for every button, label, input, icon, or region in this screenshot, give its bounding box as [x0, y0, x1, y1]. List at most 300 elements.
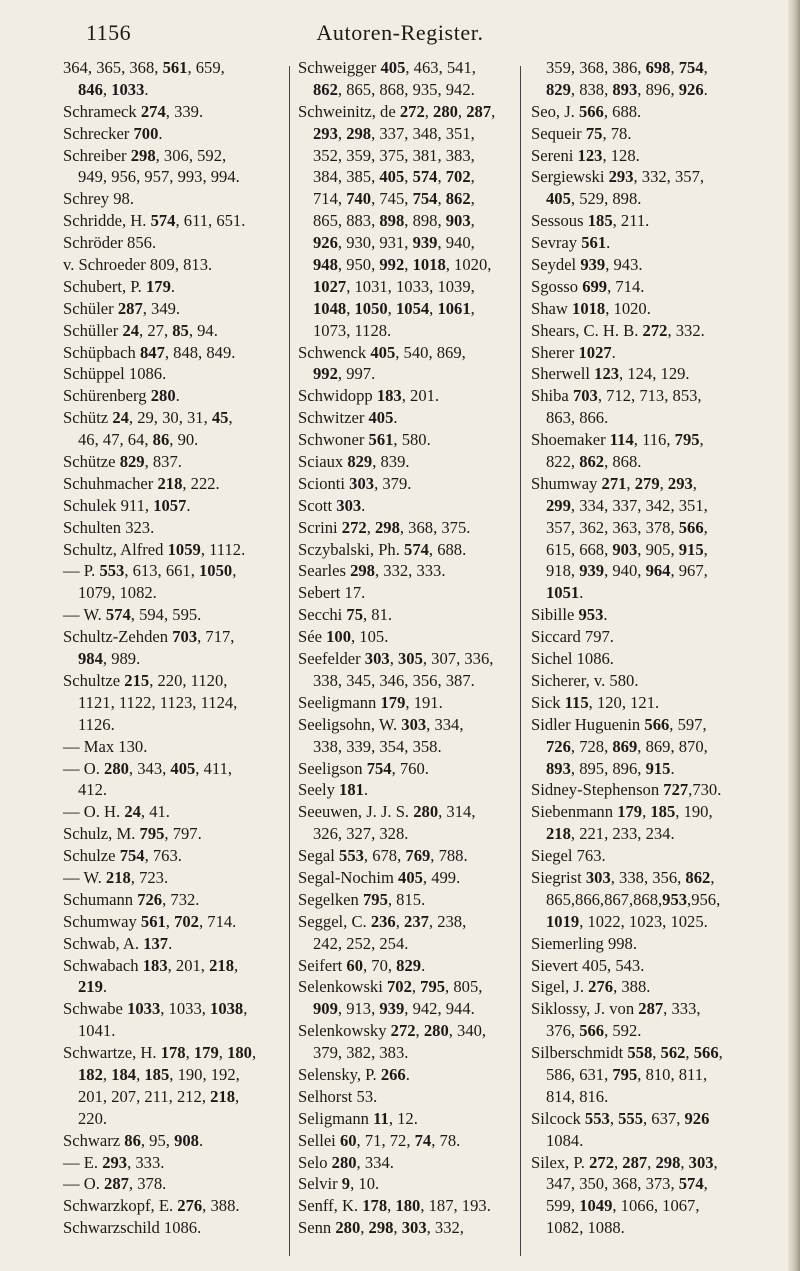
- index-entry: [298, 1217, 510, 1239]
- page-ref-bold: 754: [678, 58, 704, 77]
- page-ref-bold: 274: [140, 101, 166, 121]
- entry-text: ,: [642, 802, 651, 822]
- entry-text: 814, 816.: [546, 1086, 609, 1106]
- entry-text: , 728,: [570, 736, 613, 756]
- index-entry-continuation: [531, 539, 751, 561]
- page-ref-bold: 60: [346, 955, 363, 975]
- page-ref-bold: 180: [395, 1196, 421, 1216]
- entry-text: , 332,: [426, 1218, 464, 1238]
- index-entry: [531, 385, 751, 407]
- entry-text: Siegel 763.: [531, 846, 606, 866]
- entry-text: 586, 631,: [546, 1064, 613, 1084]
- entry-text: , 760.: [391, 758, 429, 778]
- page-ref-bold: 237: [404, 911, 429, 931]
- index-entry: [63, 298, 278, 320]
- index-entry: [63, 385, 278, 407]
- page-ref-bold: 566: [678, 517, 704, 537]
- page-ref-bold: 405: [546, 189, 571, 209]
- entry-text: Shaw: [531, 298, 573, 318]
- entry-text: ,: [659, 473, 668, 493]
- index-entry: [63, 801, 278, 823]
- entry-text: , 334.: [356, 1152, 394, 1172]
- entry-text: ,: [652, 1043, 661, 1063]
- entry-text: Senff, K.: [298, 1196, 363, 1216]
- index-entry-continuation: [531, 407, 751, 429]
- page-ref-bold: 182: [78, 1064, 103, 1084]
- page-ref-bold: 293: [313, 123, 338, 143]
- index-entry: [531, 648, 751, 670]
- index-entry: [531, 867, 751, 889]
- page-ref-bold: 1033: [111, 79, 145, 99]
- entry-text: , 334,: [426, 714, 464, 734]
- page-ref-bold: 218: [210, 1086, 236, 1106]
- entry-text: Siklossy, J. von: [531, 999, 639, 1019]
- page-ref-bold: 953: [662, 889, 688, 909]
- entry-text: Schwarzkopf, E.: [63, 1196, 178, 1216]
- entry-text: Schweigger: [298, 58, 381, 77]
- entry-text: , 967,: [670, 561, 708, 581]
- index-entry: [531, 232, 751, 254]
- entry-text: , 332, 333.: [374, 561, 446, 581]
- index-entry: [531, 101, 751, 123]
- page-ref-bold: 769: [405, 846, 431, 866]
- page-ref-bold: 846: [78, 79, 103, 99]
- page-ref-bold: 829: [347, 452, 373, 472]
- entry-text: ,: [437, 189, 446, 209]
- entry-text: .: [102, 977, 108, 997]
- index-entry-continuation: [298, 670, 510, 692]
- page-ref-bold: 795: [612, 1064, 638, 1084]
- page-ref-bold: 566: [644, 714, 670, 734]
- page-ref-bold: 100: [326, 627, 351, 647]
- entry-text: Siegrist: [531, 867, 586, 887]
- page-ref-bold: 299: [546, 495, 571, 515]
- page-ref-bold: 298: [374, 517, 400, 537]
- entry-text: .: [393, 408, 398, 428]
- page-ref-bold: 893: [612, 79, 638, 99]
- page-ref-bold: 903: [612, 539, 638, 559]
- page-ref-bold: 272: [399, 101, 425, 121]
- entry-text: 384, 385,: [313, 167, 380, 187]
- entry-text: Selvir: [298, 1174, 342, 1194]
- entry-text: , 71, 72,: [356, 1130, 415, 1150]
- entry-text: v. Schroeder 809, 813.: [63, 255, 213, 275]
- running-title: Autoren-Register.: [316, 20, 484, 45]
- entry-text: , 222.: [182, 473, 220, 493]
- page-ref-bold: 123: [577, 145, 603, 165]
- entry-text: Sherwell: [531, 364, 595, 384]
- entry-text: , 463, 541,: [405, 58, 476, 77]
- page-ref-bold: 272: [341, 517, 367, 537]
- entry-text: , 27,: [139, 320, 173, 340]
- index-entry-continuation: [63, 1020, 278, 1042]
- entry-text: Shumway: [531, 473, 602, 493]
- entry-text: Senn: [298, 1218, 336, 1238]
- entry-text: , 1020,: [445, 255, 492, 275]
- index-entry: [63, 451, 278, 473]
- index-entry-continuation: [63, 429, 278, 451]
- index-entry: [63, 998, 278, 1020]
- index-entry: [298, 1130, 510, 1152]
- index-entry: [298, 539, 510, 561]
- page-ref-bold: 795: [362, 889, 388, 909]
- page-ref-bold: 700: [133, 123, 159, 143]
- page-ref-bold: 926: [313, 233, 338, 253]
- page-ref-bold: 215: [124, 670, 150, 690]
- entry-text: Sigel, J.: [531, 977, 589, 997]
- entry-text: — O. H.: [63, 802, 125, 822]
- entry-text: ,: [366, 517, 375, 537]
- index-entry: [298, 495, 510, 517]
- entry-text: , 332.: [667, 320, 705, 340]
- entry-text: Sick: [531, 692, 565, 712]
- index-entry-continuation: [531, 451, 751, 473]
- entry-text: , 950,: [337, 255, 380, 275]
- index-entry: [531, 779, 751, 801]
- index-entry-continuation: [531, 1086, 751, 1108]
- entry-text: , 368, 375.: [399, 517, 471, 537]
- entry-text: , 90.: [169, 430, 199, 450]
- entry-text: , 10.: [350, 1174, 380, 1194]
- page-ref-bold: 298: [350, 561, 375, 581]
- index-entry: [298, 385, 510, 407]
- index-entry: [63, 232, 278, 254]
- page-ref-bold: 280: [335, 1218, 361, 1238]
- entry-text: .: [168, 933, 173, 953]
- entry-text: — O.: [63, 1174, 105, 1194]
- page-ref-bold: 60: [339, 1130, 357, 1150]
- entry-text: Sée: [298, 627, 327, 647]
- entry-text: , 940,: [437, 233, 475, 253]
- page-ref-bold: 218: [209, 955, 234, 975]
- entry-text: , 839.: [372, 452, 410, 472]
- entry-text: Schweinitz, de: [298, 101, 400, 121]
- index-entry-continuation: [63, 166, 278, 188]
- entry-text: — E.: [63, 1152, 103, 1172]
- entry-text: , 838,: [570, 79, 613, 99]
- index-entry: [531, 254, 751, 276]
- entry-text: , 306, 592,: [155, 145, 227, 165]
- entry-text: ,: [251, 1043, 257, 1063]
- index-entry: [63, 101, 278, 123]
- entry-text: , 837.: [144, 452, 182, 472]
- index-entry: [63, 911, 278, 933]
- index-entry: [63, 1195, 278, 1217]
- page-ref-bold: 992: [379, 255, 405, 275]
- entry-text: , 116,: [633, 430, 675, 450]
- entry-text: ,: [703, 517, 708, 537]
- index-entry: [63, 823, 278, 845]
- page-ref-bold: 698: [645, 58, 671, 77]
- entry-text: , 220, 1120,: [149, 670, 228, 690]
- entry-text: , 221, 233, 234.: [570, 824, 675, 844]
- index-entry: [298, 517, 510, 539]
- page-ref-bold: 405: [370, 342, 396, 362]
- page-ref-bold: 703: [572, 386, 598, 406]
- entry-text: Selhorst 53.: [298, 1086, 378, 1106]
- page-ref-bold: 948: [313, 255, 338, 275]
- page-ref-bold: 179: [380, 692, 406, 712]
- entry-text: , 201.: [401, 386, 440, 406]
- entry-text: ,: [393, 1218, 402, 1238]
- entry-text: Schridde, H.: [63, 211, 151, 231]
- entry-text: ,: [429, 298, 438, 318]
- page-ref-bold: 1051: [546, 583, 580, 603]
- page-ref-bold: 405: [368, 408, 394, 428]
- entry-text: , 810, 811,: [637, 1064, 708, 1084]
- index-entry: [531, 473, 751, 495]
- entry-text: — W.: [63, 605, 106, 625]
- entry-text: 364, 365, 368,: [63, 58, 163, 77]
- index-entry: [298, 889, 510, 911]
- entry-text: ,: [165, 911, 175, 931]
- entry-text: Schulek 911,: [63, 495, 154, 515]
- entry-text: Schreiber: [63, 145, 131, 165]
- index-entry: [531, 801, 751, 823]
- entry-text: 599,: [546, 1196, 580, 1216]
- index-entry: [63, 867, 278, 889]
- index-entry: [298, 1020, 510, 1042]
- page-ref-bold: 405: [380, 58, 406, 77]
- entry-text: .: [144, 79, 149, 99]
- page-ref-bold: 562: [660, 1043, 686, 1063]
- entry-text: 338, 345, 346, 356, 387.: [313, 670, 475, 690]
- index-entry-continuation: [63, 779, 278, 801]
- entry-text: Schultze: [63, 670, 125, 690]
- index-entry-continuation: [63, 1086, 278, 1108]
- index-entry: [531, 998, 751, 1020]
- index-entry: [531, 145, 751, 167]
- page-ref-bold: 303: [585, 867, 611, 887]
- index-entry: [531, 1108, 751, 1130]
- entry-text: , 895, 896,: [570, 758, 646, 778]
- entry-text: ,: [415, 1021, 424, 1041]
- page-ref-bold: 939: [579, 561, 605, 581]
- page-ref-bold: 829: [119, 452, 145, 472]
- page-ref-bold: 566: [579, 1021, 605, 1041]
- index-entry-continuation: [531, 1173, 751, 1195]
- index-entry: [298, 1195, 510, 1217]
- entry-text: Schrey 98.: [63, 189, 134, 209]
- entry-text: , 865, 868, 935, 942.: [337, 79, 475, 99]
- entry-text: 412.: [78, 780, 108, 800]
- page-ref-bold: 561: [581, 233, 607, 253]
- page-ref-bold: 1038: [210, 999, 244, 1019]
- page-ref-bold: 926: [684, 1108, 710, 1128]
- entry-text: , 338, 356,: [610, 867, 686, 887]
- entry-text: 46, 47, 64,: [78, 430, 153, 450]
- page-ref-bold: 574: [105, 605, 131, 625]
- index-entry-continuation: [298, 1042, 510, 1064]
- index-entry: [298, 604, 510, 626]
- entry-text: 1041.: [78, 1021, 116, 1041]
- entry-text: Schwabe: [63, 999, 128, 1019]
- page-ref-bold: 1019: [546, 911, 580, 931]
- entry-text: 357, 362, 363, 378,: [546, 517, 679, 537]
- entry-text: ,: [102, 79, 112, 99]
- entry-text: Seo, J.: [531, 101, 579, 121]
- page-ref-bold: 939: [412, 233, 438, 253]
- index-entry: [531, 604, 751, 626]
- entry-text: 615, 668,: [546, 539, 613, 559]
- entry-text: Sessous: [531, 211, 588, 231]
- page-ref-bold: 24: [122, 320, 140, 340]
- page-ref-bold: 984: [78, 649, 103, 669]
- entry-text: Sereni: [531, 145, 578, 165]
- entry-text: 1079, 1082.: [78, 583, 157, 603]
- entry-text: , 805,: [445, 977, 483, 997]
- index-entry-continuation: [531, 1217, 751, 1239]
- page-ref-bold: 702: [445, 167, 471, 187]
- page-ref-bold: 847: [139, 342, 165, 362]
- entry-text: ,: [389, 649, 398, 669]
- column-divider: [289, 66, 290, 1256]
- page-ref-bold: 915: [645, 758, 671, 778]
- index-entry: [63, 758, 278, 780]
- index-entry-continuation: [298, 232, 510, 254]
- entry-text: 352, 359, 375, 381, 383,: [313, 145, 475, 165]
- index-entry: [531, 363, 751, 385]
- page-ref-bold: 1018: [572, 298, 606, 318]
- page-ref-bold: 727: [663, 780, 689, 800]
- page-ref-bold: 179: [617, 802, 643, 822]
- index-entry-continuation: [531, 1195, 751, 1217]
- page-ref-bold: 1049: [579, 1196, 613, 1216]
- entry-text: , 211.: [612, 211, 650, 231]
- entry-text: ,: [626, 473, 635, 493]
- page-ref-bold: 903: [445, 211, 471, 231]
- page-ref-bold: 561: [140, 911, 166, 931]
- index-entry: [63, 517, 278, 539]
- page-ref-bold: 829: [396, 955, 422, 975]
- page-ref-bold: 754: [366, 758, 392, 778]
- entry-text: .: [603, 605, 608, 625]
- page-ref-bold: 298: [130, 145, 156, 165]
- page-ref-bold: 893: [546, 758, 571, 778]
- index-entry-continuation: [63, 976, 278, 998]
- entry-text: Sequeir: [531, 123, 586, 143]
- entry-text: Schumann: [63, 889, 138, 909]
- page-ref-bold: 1050: [354, 298, 388, 318]
- entry-text: , 594, 595.: [130, 605, 202, 625]
- index-entry-continuation: [531, 823, 751, 845]
- page-ref-bold: 180: [227, 1043, 252, 1063]
- entry-text: , 989.: [102, 649, 141, 669]
- entry-text: Sczybalski, Ph.: [298, 539, 405, 559]
- entry-text: Schüpbach: [63, 342, 140, 362]
- page-ref-bold: 1054: [395, 298, 430, 318]
- entry-text: 1082, 1088.: [546, 1218, 625, 1238]
- page-ref-bold: 276: [177, 1196, 203, 1216]
- entry-text: ,: [424, 101, 434, 121]
- index-entry: [63, 145, 278, 167]
- entry-text: , 81.: [362, 605, 393, 625]
- entry-text: , 349.: [142, 298, 181, 318]
- entry-text: ,: [470, 211, 475, 231]
- page-ref-bold: 303: [364, 649, 390, 669]
- index-entry: [298, 714, 510, 736]
- entry-text: , 343,: [128, 758, 171, 778]
- page-ref-bold: 86: [152, 430, 170, 450]
- entry-text: ,: [243, 999, 248, 1019]
- entry-text: Shiba: [531, 386, 573, 406]
- index-entry-continuation: [531, 57, 751, 79]
- page-ref-bold: 829: [546, 79, 571, 99]
- index-entry: [298, 582, 510, 604]
- entry-text: Sicherer, v. 580.: [531, 670, 639, 690]
- entry-text: 1073, 1128.: [313, 320, 392, 340]
- entry-text: , 411,: [195, 758, 233, 778]
- entry-text: Schwidopp: [298, 386, 377, 406]
- entry-text: , 128.: [602, 145, 640, 165]
- entry-text: Sichel 1086.: [531, 649, 614, 669]
- entry-text: ,: [102, 1064, 112, 1084]
- index-entry: [531, 276, 751, 298]
- entry-text: ,: [647, 1152, 656, 1172]
- page-ref-bold: 862: [445, 189, 471, 209]
- entry-text: 865,866,867,868,: [546, 889, 663, 909]
- index-entry-continuation: [298, 736, 510, 758]
- entry-text: ,: [713, 1152, 718, 1172]
- entry-text: Seeligsohn, W.: [298, 714, 402, 734]
- entry-text: , 388.: [613, 977, 651, 997]
- index-entry: [63, 889, 278, 911]
- page-ref-bold: 218: [546, 824, 571, 844]
- page-ref-bold: 272: [390, 1021, 416, 1041]
- entry-text: Shears, C. H. B.: [531, 320, 643, 340]
- index-entry: [63, 276, 278, 298]
- index-entry: [298, 955, 510, 977]
- page-ref-bold: 574: [404, 539, 429, 559]
- index-entry: [298, 1086, 510, 1108]
- page-ref-bold: 1050: [199, 561, 233, 581]
- entry-text: ,: [470, 298, 475, 318]
- index-entry-continuation: [298, 188, 510, 210]
- page-ref-bold: 298: [346, 123, 372, 143]
- entry-text: .: [170, 276, 176, 296]
- entry-text: Schwarzschild 1086.: [63, 1218, 202, 1238]
- page-ref-bold: 566: [578, 101, 604, 121]
- page-ref-bold: 85: [172, 320, 189, 340]
- index-entry: [531, 429, 751, 451]
- page-ref-bold: 1018: [412, 255, 446, 275]
- index-entry: [63, 1130, 278, 1152]
- index-entry-continuation: [531, 736, 751, 758]
- page-ref-bold: 287: [466, 101, 492, 121]
- index-entry: [63, 604, 278, 626]
- entry-text: , 78.: [431, 1130, 461, 1150]
- entry-text: , 659,: [187, 58, 225, 77]
- index-entry-continuation: [531, 1020, 751, 1042]
- index-entry: [531, 298, 751, 320]
- index-entry-continuation: [531, 889, 751, 911]
- entry-text: , 334, 337, 342, 351,: [570, 495, 708, 515]
- entry-text: ,: [703, 539, 708, 559]
- index-entry-continuation: [63, 582, 278, 604]
- page-ref-bold: 953: [578, 605, 604, 625]
- entry-text: ,: [404, 255, 413, 275]
- entry-text: Schwoner: [298, 430, 369, 450]
- index-entry: [531, 626, 751, 648]
- index-entry: [63, 845, 278, 867]
- entry-text: Scionti: [298, 473, 350, 493]
- index-column-1: [63, 57, 278, 1239]
- index-entry-continuation: [531, 79, 751, 101]
- entry-text: 326, 327, 328.: [313, 824, 409, 844]
- page-ref-bold: 726: [546, 736, 571, 756]
- entry-text: , 378.: [128, 1174, 167, 1194]
- entry-text: 347, 350, 368, 373,: [546, 1174, 679, 1194]
